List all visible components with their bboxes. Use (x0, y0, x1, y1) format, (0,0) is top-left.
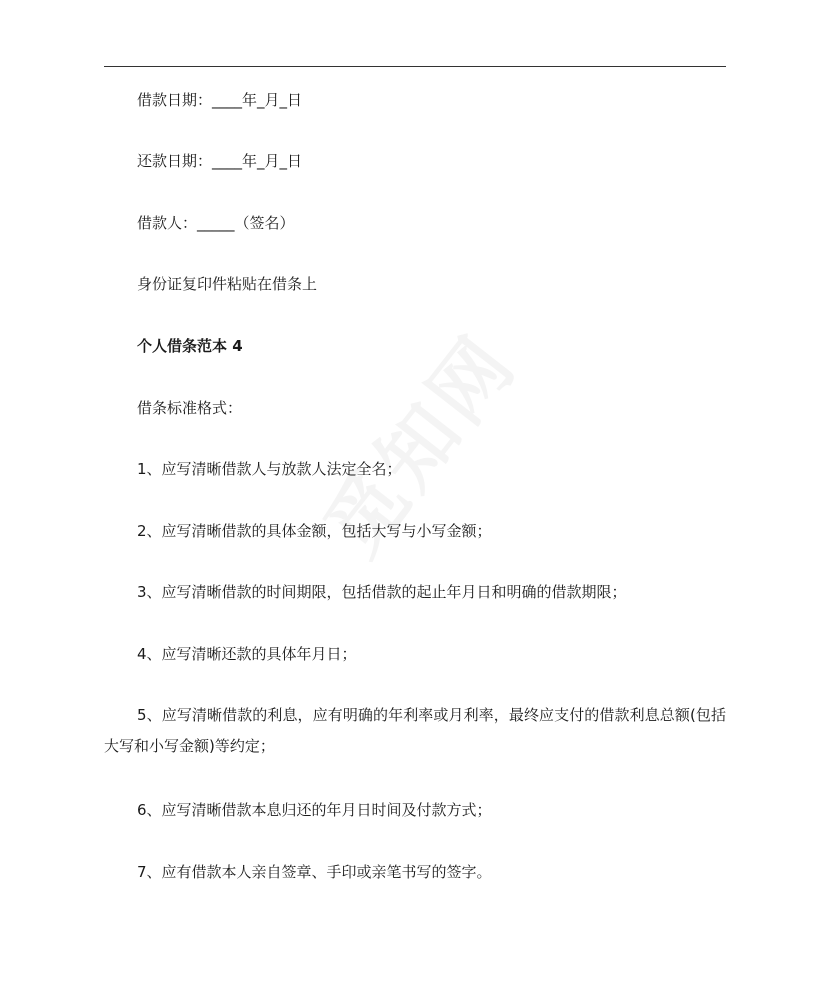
repayment-date-line: 还款日期：____年_月_日 (137, 152, 303, 170)
list-item-3: 3、应写清晰借款的时间期限，包括借款的起止年月日和明确的借款期限； (137, 583, 627, 601)
section-heading: 个人借条范本 4 (137, 337, 243, 355)
list-item-2: 2、应写清晰借款的具体金额，包括大写与小写金额； (137, 522, 492, 540)
header-rule (104, 66, 726, 67)
loan-date-line: 借款日期：____年_月_日 (137, 91, 303, 109)
list-item-7: 7、应有借款本人亲自签章、手印或亲笔书写的签字。 (137, 863, 492, 881)
list-item-5: 5、应写清晰借款的利息，应有明确的年利率或月利率，最终应支付的借款利息总额(包括大写和小写金额)等约定； (104, 706, 726, 755)
format-label: 借条标准格式： (137, 399, 243, 417)
id-copy-note: 身份证复印件粘贴在借条上 (137, 275, 318, 293)
borrower-signature-line: 借款人：_____（签名） (137, 214, 295, 232)
list-item-6: 6、应写清晰借款本息归还的年月日时间及付款方式； (137, 801, 492, 819)
list-item-4: 4、应写清晰还款的具体年月日； (137, 645, 357, 663)
list-item-1: 1、应写清晰借款人与放款人法定全名； (137, 460, 402, 478)
